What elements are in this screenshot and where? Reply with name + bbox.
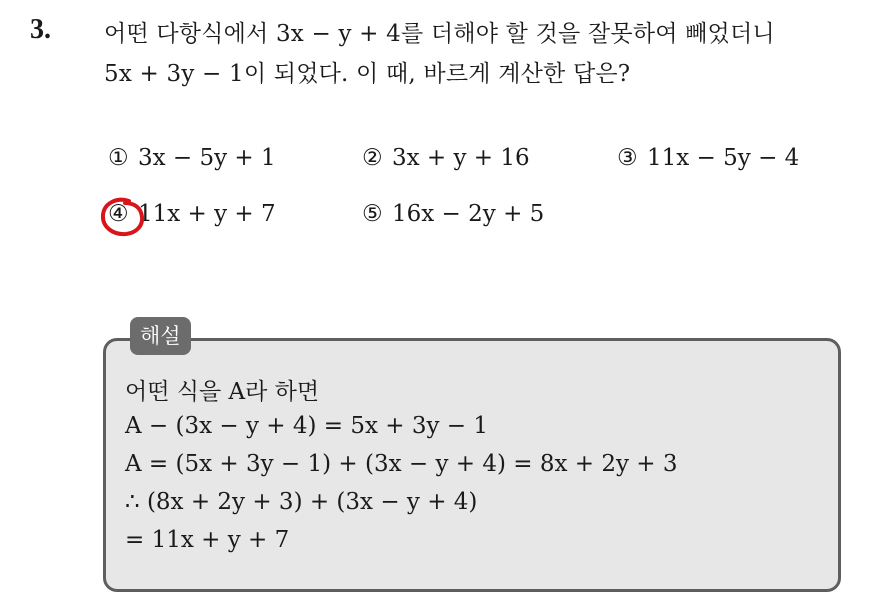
choice-4-text: 11x + y + 7	[138, 201, 276, 227]
question-text-line-2: 5x + 3y − 1이 되었다. 이 때, 바르게 계산한 답은?	[104, 61, 631, 87]
choice-1[interactable]	[108, 145, 276, 171]
choice-5[interactable]	[362, 201, 544, 227]
solution-line-5: = 11x + y + 7	[125, 527, 290, 553]
answer-circle-icon	[99, 193, 151, 239]
solution-line-3: A = (5x + 3y − 1) + (3x − y + 4) = 8x + 2y + 3	[125, 451, 678, 477]
choice-2[interactable]	[362, 145, 530, 171]
choice-5-text: 16x − 2y + 5	[392, 201, 545, 227]
choice-3[interactable]	[617, 145, 799, 171]
question-text-line-1: 어떤 다항식에서 3x − y + 4를 더해야 할 것을 잘못하여 빼었더니	[104, 21, 775, 47]
choice-3-number: ③	[617, 145, 638, 171]
choice-2-number: ②	[362, 145, 383, 171]
solution-line-1: 어떤 식을 A라 하면	[125, 379, 320, 405]
solution-line-4: ∴ (8x + 2y + 3) + (3x − y + 4)	[125, 489, 478, 515]
choice-2-text: 3x + y + 16	[392, 145, 530, 171]
choice-4-number: ④	[108, 201, 129, 227]
solution-line-2: A − (3x − y + 4) = 5x + 3y − 1	[125, 413, 489, 439]
solution-label: 해설	[130, 317, 191, 355]
choice-5-number: ⑤	[362, 201, 383, 227]
choice-3-text: 11x − 5y − 4	[647, 145, 800, 171]
choice-1-text: 3x − 5y + 1	[138, 145, 276, 171]
question-number: 3.	[30, 14, 51, 45]
choice-1-number: ①	[108, 145, 129, 171]
